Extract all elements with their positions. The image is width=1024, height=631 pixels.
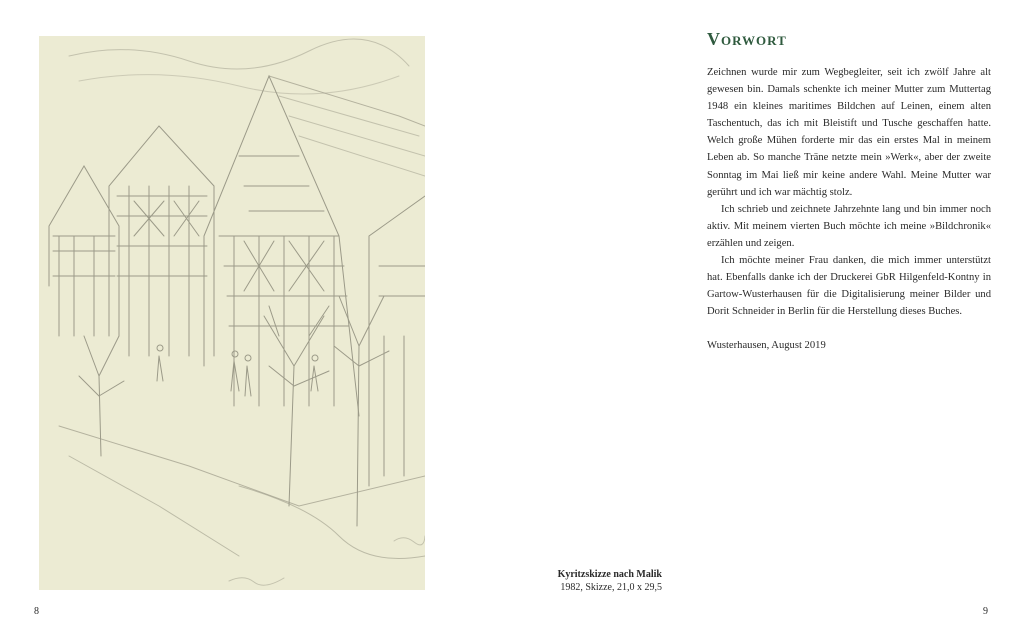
page-number-left: 8 [34,606,39,617]
paragraph-1: Zeichnen wurde mir zum Wegbegleiter, seit ich zwölf Jahre alt gewesen bin. Damals schenkte ich meiner Mutter zum Muttertag 1948 ein kleines maritimes Bildchen auf Leinen, einem alten Taschentuch, das ich mit Bleistift und Tusche geschaffen hatte. Welch große Mühen forderte mir das ein erstes Mal in meinem Leben ab. So manche Träne netzte mein »Werk«, aber der zweite Sonntag im Mai ließ mir keine andere Wahl. Meine Mutter war gerührt und ich war mächtig stolz. [707,67,991,198]
paragraph-2: Ich schrieb und zeichnete Jahrzehnte lang und bin immer noch aktiv. Mit meinem vierten Buch möchte ich meine »Bildchronik« erzählen und zeigen. [707,203,991,249]
caption-title: Kyritzskizze nach Malik [557,569,662,580]
signoff: Wusterhausen, August 2019 [707,340,826,352]
paragraph-3: Ich möchte meiner Frau danken, die mich immer unterstützt hat. Ebenfalls danke ich der Druckerei GbR Hilgenfeld-Kontny in Gartow-Wusterhausen für die Digitalisierung meiner Bilder und Dorit Schneider in Berlin für die Herstellung dieses Buches. [707,255,991,318]
body-text [707,64,991,355]
sketch-illustration [39,36,425,590]
caption-details: 1982, Skizze, 21,0 x 29,5 [560,582,662,593]
figure-caption [520,568,662,594]
section-heading: Vorwort [707,29,787,49]
sketch-drawing [39,36,425,590]
page-number-right: 9 [983,606,988,617]
